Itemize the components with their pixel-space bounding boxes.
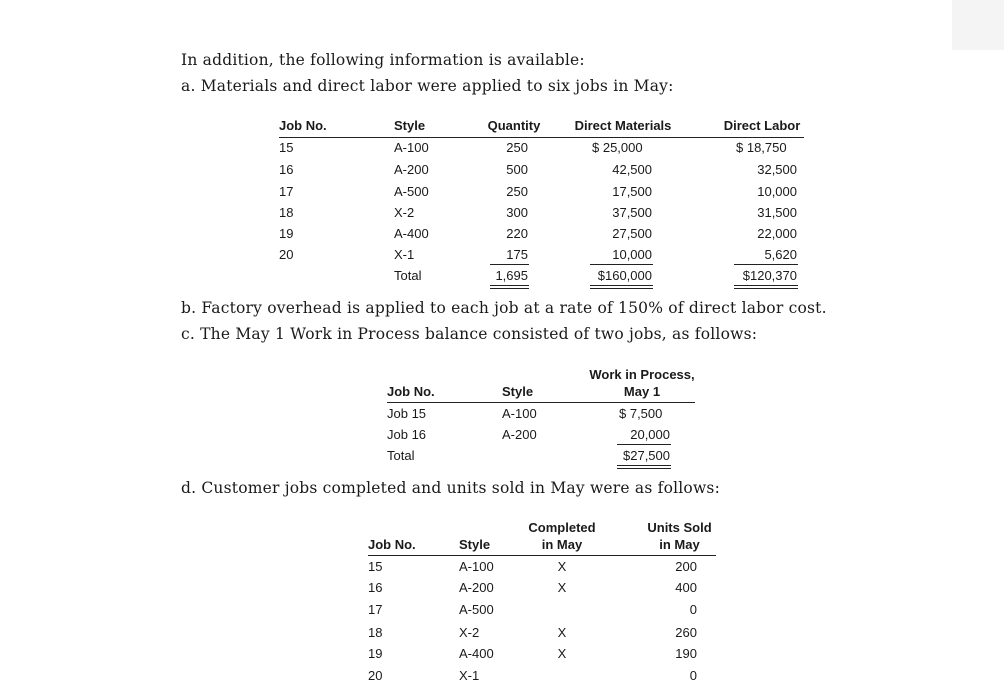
col-header-wip-line2: May 1 xyxy=(623,384,661,399)
cell-style: A-200 xyxy=(502,427,537,442)
col-header-quantity: Quantity xyxy=(487,118,541,133)
cell-style: X-2 xyxy=(394,205,415,220)
cell-units-sold: 0 xyxy=(689,668,697,683)
cell-direct-materials: 27,500 xyxy=(612,226,652,241)
cell-style: A-400 xyxy=(394,226,429,241)
total-label: Total xyxy=(387,448,415,463)
corner-shade xyxy=(952,0,1004,50)
total-double-rule-quantity xyxy=(490,285,529,289)
cell-completed: X xyxy=(557,559,567,574)
cell-job: Job 15 xyxy=(387,406,427,421)
cell-style: A-500 xyxy=(394,184,429,199)
cell-job: 17 xyxy=(368,602,383,617)
cell-style: X-2 xyxy=(459,625,480,640)
cell-quantity: 250 xyxy=(506,184,528,199)
cell-wip: $ 7,500 xyxy=(619,406,663,421)
col-header-completed-line1: Completed xyxy=(528,520,596,535)
total-wip: $27,500 xyxy=(623,448,670,463)
cell-direct-materials: 17,500 xyxy=(612,184,652,199)
cell-direct-labor: $ 18,750 xyxy=(736,140,787,155)
total-label: Total xyxy=(394,268,422,283)
col-header-job: Job No. xyxy=(279,118,327,133)
col-header-direct-labor: Direct Labor xyxy=(723,118,801,133)
cell-direct-materials: 37,500 xyxy=(612,205,652,220)
cell-direct-labor: 32,500 xyxy=(757,162,797,177)
cell-job: 20 xyxy=(279,247,294,262)
cell-direct-labor: 31,500 xyxy=(757,205,797,220)
cell-style: A-100 xyxy=(459,559,494,574)
cell-completed: X xyxy=(557,580,567,595)
col-header-job: Job No. xyxy=(387,384,435,399)
header-rule xyxy=(387,402,695,403)
item-a-text: a. Materials and direct labor were applied to six jobs in May: xyxy=(181,77,674,95)
cell-job: Job 16 xyxy=(387,427,427,442)
total-double-rule-labor xyxy=(734,285,798,289)
intro-text: In addition, the following information is available: xyxy=(181,51,585,69)
cell-style: A-200 xyxy=(459,580,494,595)
item-b-text: b. Factory overhead is applied to each job at a rate of 150% of direct labor cost. xyxy=(181,299,827,317)
cell-job: 15 xyxy=(279,140,294,155)
cell-direct-materials: 10,000 xyxy=(612,247,652,262)
total-double-rule-materials xyxy=(590,285,653,289)
cell-completed: X xyxy=(557,646,567,661)
col-header-style: Style xyxy=(502,384,534,399)
cell-job: 19 xyxy=(279,226,294,241)
cell-style: A-100 xyxy=(502,406,537,421)
header-rule xyxy=(368,555,716,556)
cell-quantity: 175 xyxy=(506,247,528,262)
item-c-text: c. The May 1 Work in Process balance consisted of two jobs, as follows: xyxy=(181,325,758,343)
cell-style: A-500 xyxy=(459,602,494,617)
item-d-text: d. Customer jobs completed and units sold in May were as follows: xyxy=(181,479,720,497)
subtotal-rule-materials xyxy=(590,264,653,265)
col-header-direct-materials: Direct Materials xyxy=(574,118,672,133)
cell-completed: X xyxy=(557,625,567,640)
cell-style: A-200 xyxy=(394,162,429,177)
col-header-job: Job No. xyxy=(368,537,416,552)
cell-units-sold: 0 xyxy=(689,602,697,617)
cell-job: 16 xyxy=(368,580,383,595)
subtotal-rule-quantity xyxy=(490,264,529,265)
cell-direct-labor: 10,000 xyxy=(757,184,797,199)
cell-job: 18 xyxy=(279,205,294,220)
cell-job: 17 xyxy=(279,184,294,199)
subtotal-rule-labor xyxy=(734,264,798,265)
cell-units-sold: 260 xyxy=(675,625,697,640)
cell-quantity: 250 xyxy=(506,140,528,155)
cell-wip: 20,000 xyxy=(630,427,670,442)
cell-direct-materials: $ 25,000 xyxy=(592,140,643,155)
total-direct-materials: $160,000 xyxy=(597,268,652,283)
cell-job: 20 xyxy=(368,668,383,683)
total-quantity: 1,695 xyxy=(495,268,528,283)
cell-units-sold: 200 xyxy=(675,559,697,574)
total-double-rule-wip xyxy=(617,465,671,469)
cell-quantity: 500 xyxy=(506,162,528,177)
cell-quantity: 300 xyxy=(506,205,528,220)
cell-direct-labor: 5,620 xyxy=(764,247,797,262)
col-header-style: Style xyxy=(394,118,426,133)
cell-units-sold: 190 xyxy=(675,646,697,661)
cell-style: A-400 xyxy=(459,646,494,661)
col-header-style: Style xyxy=(459,537,491,552)
col-header-units-line1: Units Sold xyxy=(647,520,712,535)
cell-job: 16 xyxy=(279,162,294,177)
col-header-wip-line1: Work in Process, xyxy=(589,367,695,382)
subtotal-rule-wip xyxy=(617,444,671,445)
cell-job: 19 xyxy=(368,646,383,661)
cell-direct-materials: 42,500 xyxy=(612,162,652,177)
cell-style: X-1 xyxy=(459,668,480,683)
total-direct-labor: $120,370 xyxy=(742,268,797,283)
cell-job: 15 xyxy=(368,559,383,574)
col-header-completed-line2: in May xyxy=(541,537,583,552)
header-rule xyxy=(279,137,804,138)
cell-style: X-1 xyxy=(394,247,415,262)
cell-style: A-100 xyxy=(394,140,429,155)
cell-quantity: 220 xyxy=(506,226,528,241)
col-header-units-line2: in May xyxy=(659,537,700,552)
cell-units-sold: 400 xyxy=(675,580,697,595)
cell-job: 18 xyxy=(368,625,383,640)
cell-direct-labor: 22,000 xyxy=(757,226,797,241)
